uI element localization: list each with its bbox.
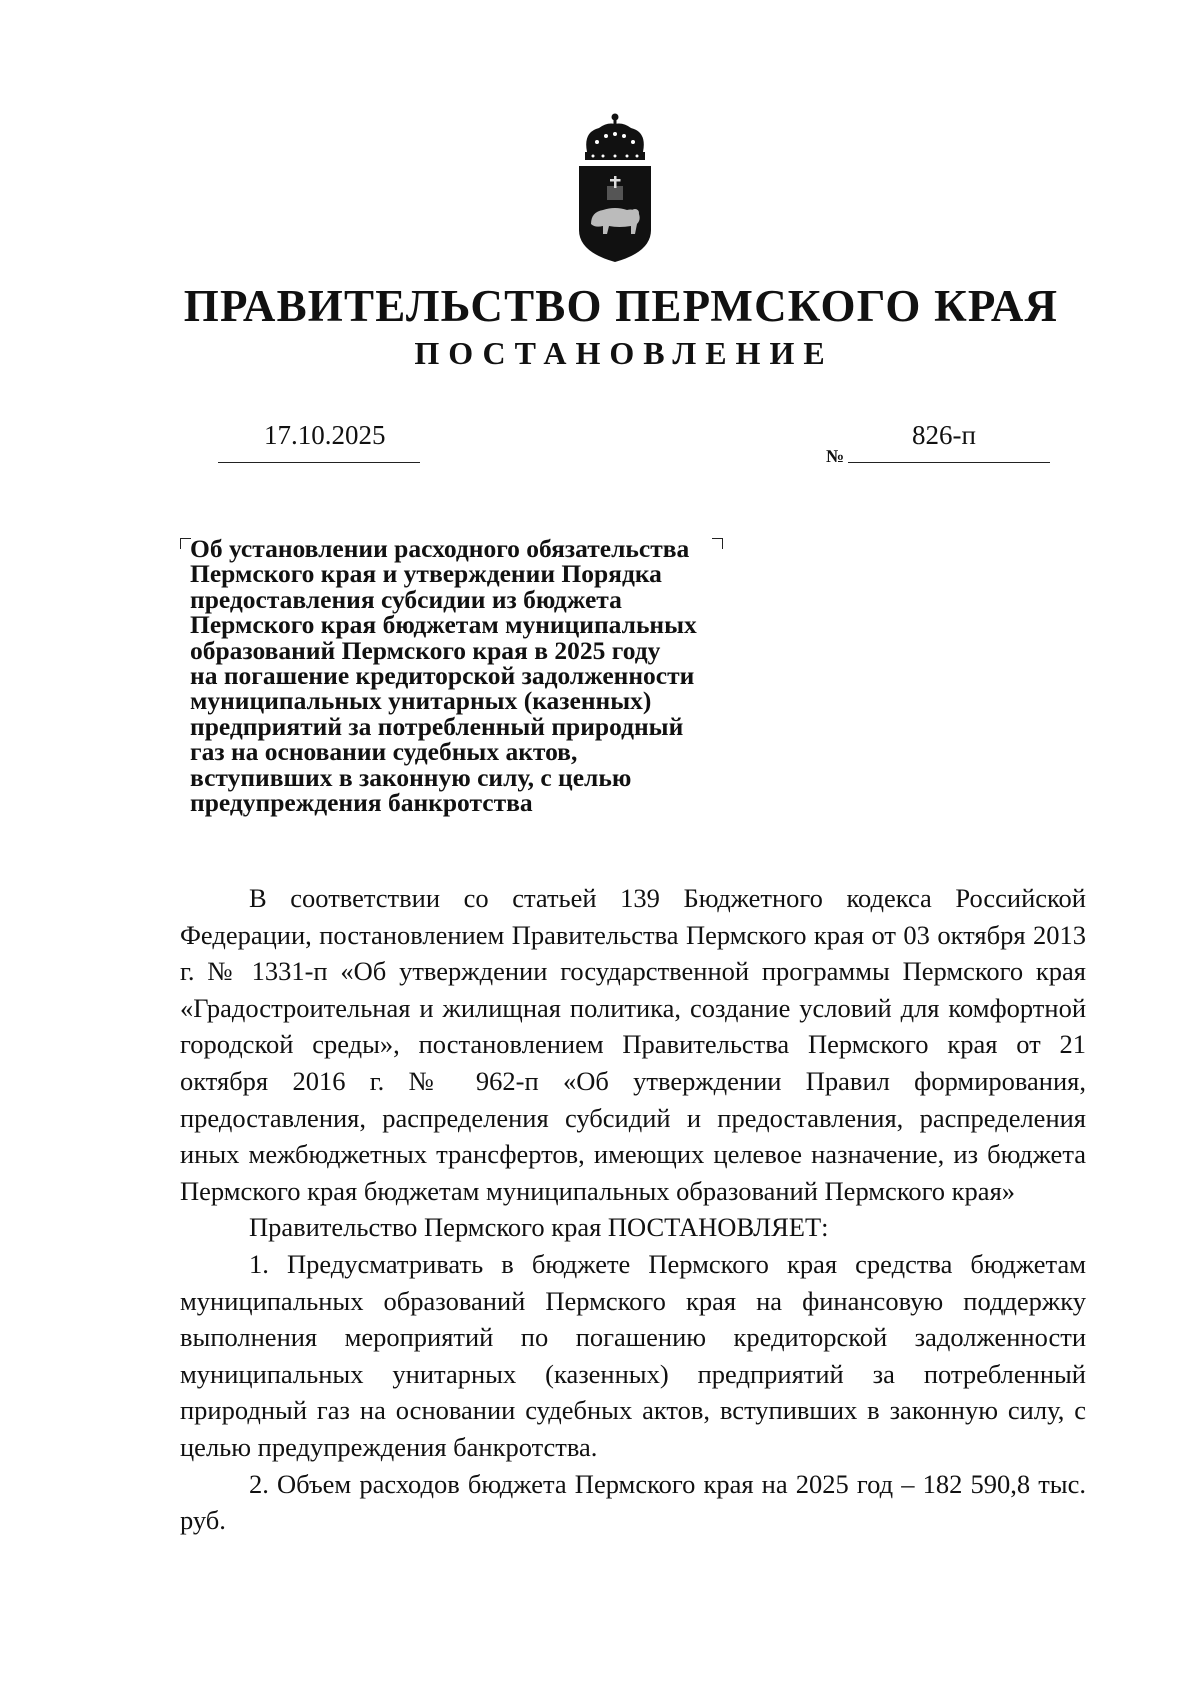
item-2-paragraph: 2. Объем расходов бюджета Пермского края на 2025 год – 182 590,8 тыс. руб.	[180, 1468, 1086, 1536]
heading-line: образований Пермского края в 2025 году	[190, 635, 661, 665]
document-body	[180, 880, 1086, 1539]
heading-line: Об установлении расходного обязательства	[190, 534, 690, 563]
heading-line: Пермского края и утверждении Порядка	[190, 559, 662, 589]
government-title: ПРАВИТЕЛЬСТВО ПЕРМСКОГО КРАЯ	[183, 281, 1059, 331]
document-date: 17.10.2025	[264, 420, 386, 450]
heading-line: газ на основании судебных актов,	[190, 737, 578, 767]
perm-krai-coat-of-arms-icon	[569, 112, 661, 264]
heading-line: муниципальных унитарных (казенных)	[190, 686, 652, 716]
heading-line: на погашение кредиторской задолженности	[190, 661, 695, 691]
heading-line: предприятий за потребленный природный	[190, 711, 684, 741]
item-1-paragraph: 1. Предусматривать в бюджете Пермского края средства бюджетам муниципальных образований Пермского края на финансовую поддержку выполнения мероприятий по погашению кредиторской задолженности муниципальных унитарных (казенных) предприятий за потребленный природный газ на основании судебных актов, вступивших в законную силу, с целью предупреждения банкротства.	[180, 1248, 1086, 1462]
number-underline	[848, 462, 1050, 463]
heading-line: Пермского края бюджетам муниципальных	[190, 610, 697, 640]
date-underline	[218, 462, 420, 463]
heading-line: предупреждения банкротства	[190, 788, 533, 818]
document-heading	[190, 534, 790, 818]
number-sign: №	[826, 446, 845, 466]
document-number: 826-п	[912, 420, 976, 450]
resolves-paragraph: Правительство Пермского края ПОСТАНОВЛЯЕТ:	[249, 1212, 829, 1243]
preamble-paragraph: В соответствии со статьей 139 Бюджетного кодекса Российской Федерации, постановлением Правительства Пермского края от 03 октября 2013 г. № 1331-п «Об утверждении государственной программы Пермского края «Градостроительная и жилищная политика, создание условий для комфортной городской среды», постановлением Правительства Пермского края от 21 октября 2016 г. № 962-п «Об утверждении Правил формирования, предоставления, распределения субсидий и предоставления, распределения иных межбюджетных трансфертов, имеющих целевое назначение, из бюджета Пермского края бюджетам муниципальных образований Пермского края»	[180, 883, 1086, 1206]
heading-line: вступивших в законную силу, с целью	[190, 762, 632, 792]
document-type: ПОСТАНОВЛЕНИЕ	[414, 335, 834, 371]
heading-line: предоставления субсидии из бюджета	[190, 584, 622, 614]
